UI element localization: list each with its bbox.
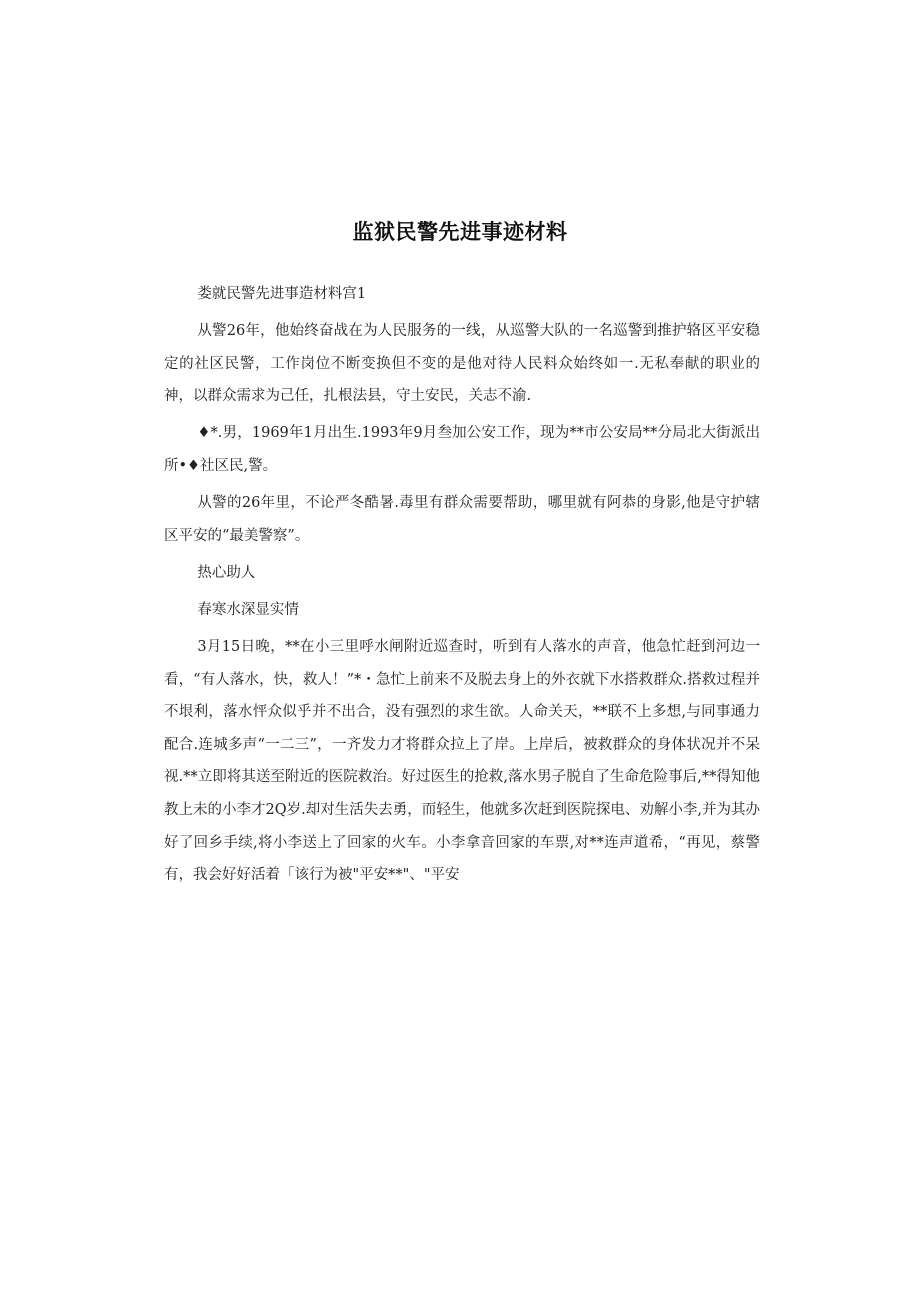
document-title: 监狱民警先进事迹材料	[352, 220, 568, 244]
document-body	[164, 278, 760, 896]
section-heading: 娄就民警先进事造材料宫1	[197, 286, 367, 302]
paragraph-bio: ♦*.男，1969年1月出生.1993年9月叁加公安工作，现为**市公安局**分局北大街派出所•♦社区民,警。	[164, 425, 760, 474]
paragraph-summary: 从警的26年里，不论严冬酷暑.毒里有群众需要帮助，哪里就有阿恭的身影,他是守护辖区平安的“最美警察”。	[164, 495, 760, 544]
paragraph-rescue-story: 3月15日晚，**在小三里呼水闸附近巡查时，听到有人落水的声音，他急忙赶到河边一看，“有人落水，快，救人！”*・急忙上前来不及脱去身上的外衣就下水搭救群众.搭救过程并不垠利，落水怦众似乎并不出合，没有强烈的求生欲。人命关天，**联不上多想,与同事通力配合.连城多声“一二三”，一齐发力才将群众拉上了岸。上岸后，被救群众的身体状况并不呆视.**立即将其送至附近的医院救治。好过医生的抢救,落水男子脱自了生命危险事后,**得知他教上未的小李才2Q岁.却对生活失去勇，而轻生，他就多次赶到医院探电、劝解小李,并为其办好了回乡手续,将小李送上了回家的火车。小李拿音回家的车票,对**连声道希，“再见，蔡警有，我会好好活着「该行为被"平安**"、"平安	[164, 638, 760, 884]
subheading-story: 春寒水深显实情	[197, 601, 299, 618]
subheading-helping: 热心助人	[197, 564, 256, 581]
paragraph-intro: 从警26年，他始终奋战在为人民服务的一线，从巡警大队的一名巡警到推护辂区平安稳定的社区民警，工作岗位不断变换但不变的是他对待人民料众始终如一.无私奉献的职业的神，以群众需求为己任，扎根法县，守土安民，关志不渝.	[164, 323, 760, 405]
